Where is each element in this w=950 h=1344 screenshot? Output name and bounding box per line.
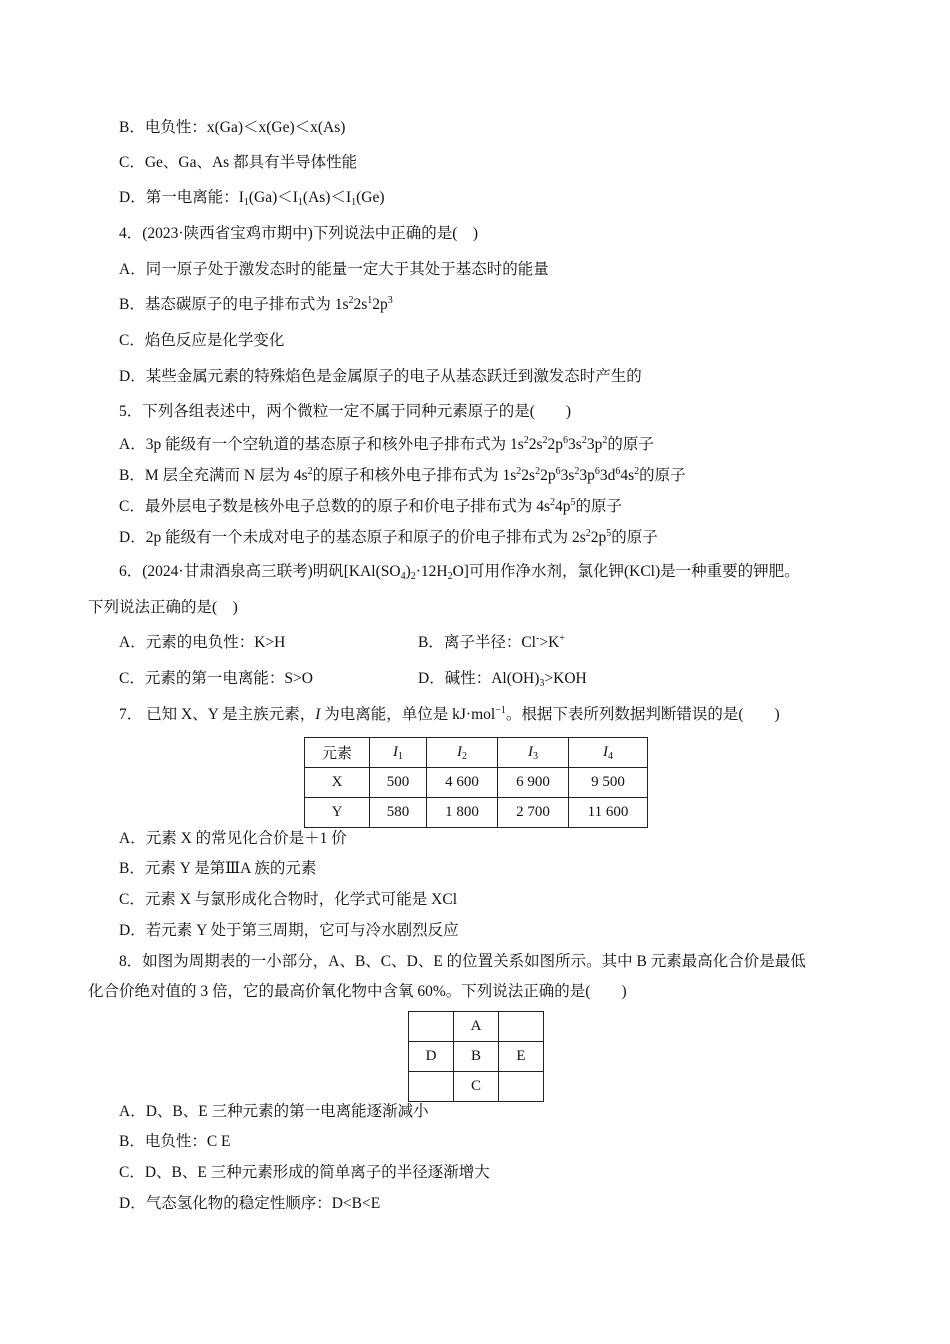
table-cell [499,1072,544,1102]
q8-stem-line2: 化合价绝对值的 3 倍，它的最高价氧化物中含氧 60%。下列说法正确的是( ) [88,983,627,1000]
table-cell: A [454,1012,499,1042]
q7-option-c: C．元素 X 与氯形成化合物时，化学式可能是 XCl [119,891,457,908]
table-cell: X [305,768,370,798]
q5-option-b: B．M 层全充满而 N 层为 $4s^2$的原子和核外电子排布式为 $1s^22s^22p^63s^23p^63d^64s^2$的原子 [119,466,686,484]
table-row [305,798,648,828]
q3-option-b: B．电负性：x(Ga)＜x(Ge)＜x(As) [119,119,346,136]
table-cell: 580 [370,798,427,828]
q4-option-d: D．某些金属元素的特殊焰色是金属原子的电子从基态跃迁到激发态时产生的 [119,368,642,385]
table-header-row [305,738,648,768]
q8-option-b: B．电负性：C E [119,1133,231,1150]
table-row [305,768,648,798]
table-cell: C [454,1072,499,1102]
table-cell: 11 600 [569,798,648,828]
q5-option-d: D．2p 能级有一个未成对电子的基态原子和原子的价电子排布式为 $2s^22p^5$的原子 [119,528,658,546]
q4-option-a: A．同一原子处于激发态时的能量一定大于其处于基态时的能量 [119,261,549,278]
q7-stem: 7． 已知 X、Y 是主族元素，I 为电离能，单位是 kJ·mol$^{-1}$。根据下表所列数据判断错误的是( ) [119,705,780,723]
table-cell [409,1012,454,1042]
q6-stem-line2: 下列说法正确的是( ) [88,599,238,616]
q4-option-c: C．焰色反应是化学变化 [119,332,285,349]
table-cell [499,1012,544,1042]
table-cell: Y [305,798,370,828]
table-header-cell: $I_1$ [370,738,427,768]
q6-stem: 6．(2024·甘肃酒泉高三联考)明矾$[KAl(SO_4)_2\cdot 12H_2O]$可用作净水剂，氯化钾(KCl)是一种重要的钾肥。 [119,563,800,582]
table-row [409,1012,544,1042]
q7-option-a: A．元素 X 的常见化合价是＋1 价 [119,830,347,847]
table-cell: D [409,1042,454,1072]
table-cell: 2 700 [498,798,569,828]
q3-option-d: D．第一电离能：$I_1(Ga)<I_1(As)<I_1(Ge)$ [119,189,385,208]
periodic-table-fragment [408,1011,544,1102]
table-cell: 1 800 [427,798,498,828]
table-header-cell: 元素 [305,738,370,768]
table-cell [409,1072,454,1102]
q8-stem: 8．如图为周期表的一小部分，A、B、C、D、E 的位置关系如图所示。其中 B 元素最高化合价是最低 [119,953,806,970]
q5-option-a: A．3p 能级有一个空轨道的基态原子和核外电子排布式为 $1s^22s^22p^63s^23p^2$的原子 [119,435,654,453]
table-cell: E [499,1042,544,1072]
table-header-cell: $I_2$ [427,738,498,768]
q8-option-c: C．D、B、E 三种元素形成的简单离子的半径逐渐增大 [119,1164,490,1181]
table-cell: B [454,1042,499,1072]
q7-option-d: D．若元素 Y 处于第三周期，它可与冷水剧烈反应 [119,922,459,939]
table-row [409,1042,544,1072]
q6-option-d: D．碱性：$Al(OH)_3>KOH$ [418,670,587,689]
q3-option-c: C．Ge、Ga、As 都具有半导体性能 [119,154,358,171]
q5-option-c: C．最外层电子数是核外电子总数的的原子和价电子排布式为 $4s^24p^5$的原子 [119,497,623,515]
q8-option-d: D．气态氢化物的稳定性顺序：D<B<E [119,1195,381,1212]
table-cell: 500 [370,768,427,798]
q6-option-b: B．离子半径：Cl->K+ [418,633,565,651]
q5-stem: 5．下列各组表述中，两个微粒一定不属于同种元素原子的是( ) [119,403,572,420]
q4-stem: 4．(2023·陕西省宝鸡市期中)下列说法中正确的是( ) [119,225,479,242]
table-cell: 4 600 [427,768,498,798]
table-header-cell: $I_3$ [498,738,569,768]
table-cell: 6 900 [498,768,569,798]
q7-option-b: B．元素 Y 是第ⅢA 族的元素 [119,860,317,877]
table-cell: 9 500 [569,768,648,798]
table-header-cell: $I_4$ [569,738,648,768]
ionization-energy-table [304,737,648,828]
q4-option-b: B．基态碳原子的电子排布式为 $1s^22s^12p^3$ [119,295,393,313]
q6-option-c: C．元素的第一电离能：S>O [119,670,313,687]
q6-option-a: A．元素的电负性：K>H [119,634,286,651]
q8-option-a: A．D、B、E 三种元素的第一电离能逐渐减小 [119,1103,429,1120]
table-row [409,1072,544,1102]
